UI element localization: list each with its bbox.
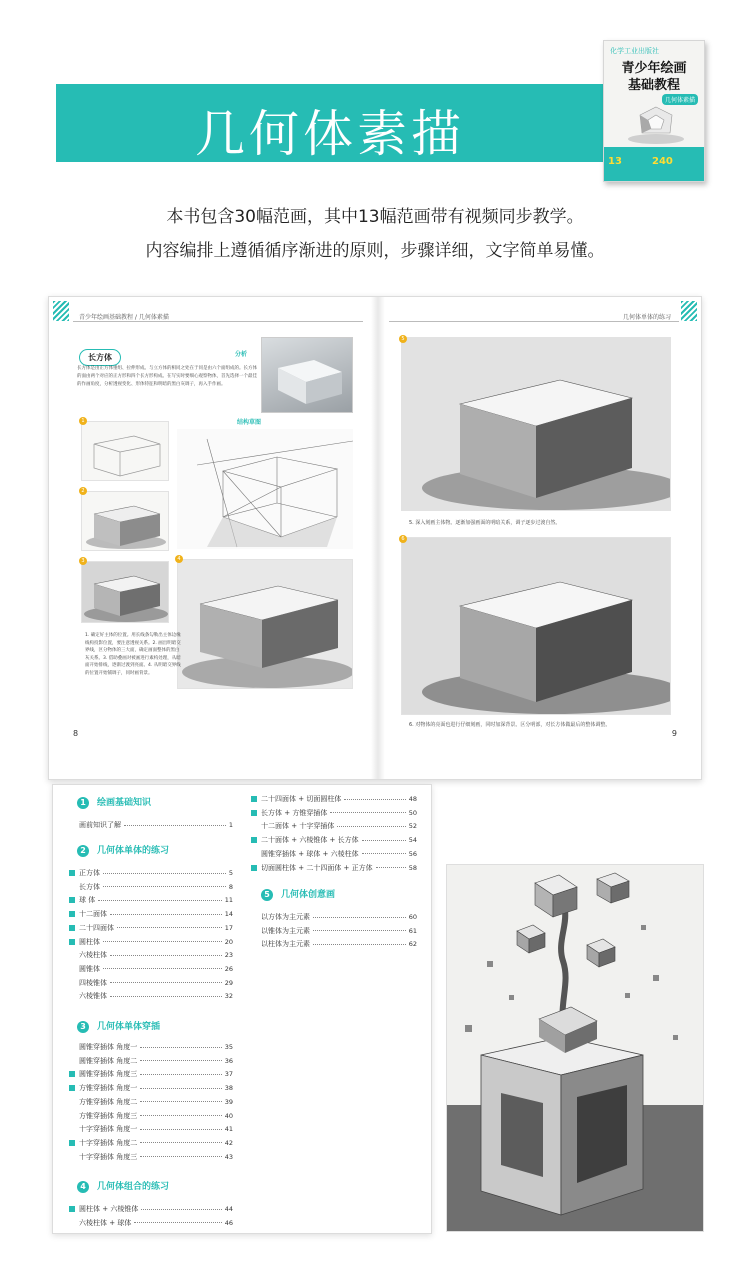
toc-entry [69, 936, 233, 948]
toc-section-3 [77, 1019, 160, 1033]
toc-entry-label: 二十四面体 + 切面圆柱体 [261, 795, 342, 803]
toc-entry-page: 44 [224, 1205, 233, 1213]
step-badge-6: 6 [399, 535, 407, 543]
toc-entry-label: 十字穿插体 角度二 [79, 1138, 138, 1147]
step-sketch-2 [81, 491, 169, 551]
video-marker-icon [69, 1206, 75, 1212]
toc-entry [69, 1055, 233, 1067]
video-marker-icon [69, 1140, 75, 1146]
toc-entry-label: 圆锥穿插体 角度二 [79, 1056, 138, 1065]
toc-section-title: 几何体单体穿插 [97, 1022, 161, 1032]
left-running-head: 青少年绘画基础教程 / 几何体素描 [79, 314, 169, 321]
caption-step-6: 6. 对物体的亮面也进行仔细刻画，同时加深背景。区分明部，对长方体做最后的整体调整。 [409, 722, 611, 728]
toc-entry-page: 17 [224, 923, 233, 932]
page-title: 几何体素描 [195, 105, 465, 163]
toc-entry [69, 1203, 233, 1215]
toc-entry-label: 正方体 [79, 869, 100, 877]
cover-title-line1: 青少年绘画 [621, 61, 687, 76]
toc-entry-page: 8 [228, 882, 233, 891]
toc-entry [69, 1151, 233, 1163]
toc-entry [69, 1041, 233, 1053]
toc-entry [69, 1082, 233, 1094]
cover-subtitle: 几何体素描 [662, 94, 698, 105]
toc-leader-dots [344, 799, 405, 800]
toc-entry [69, 1217, 233, 1229]
toc-leader-dots [362, 840, 406, 841]
toc-entry-label: 四棱锥体 [79, 978, 107, 987]
cover-count-b: 240 [652, 156, 673, 167]
toc-entry-label: 十字穿插体 角度三 [79, 1152, 138, 1161]
toc-leader-dots [140, 1060, 221, 1061]
toc-entry [69, 949, 233, 961]
toc-entry-page: 32 [224, 992, 233, 1001]
video-marker-icon [69, 1071, 75, 1077]
toc-leader-dots [362, 853, 406, 854]
toc-leader-dots [140, 1101, 221, 1102]
toc-leader-dots [110, 914, 222, 915]
toc-section-title: 几何体组合的练习 [97, 1182, 170, 1192]
section-badge: 长方体 [79, 349, 121, 366]
cover-count-a: 13 [608, 156, 622, 167]
toc-entry-page: 23 [224, 951, 233, 960]
step-sketch-4 [177, 559, 353, 689]
toc-entry-label: 以柱体为主元素 [261, 940, 310, 949]
toc-entry [69, 1096, 233, 1108]
toc-leader-dots [98, 900, 221, 901]
toc-entry-page: 41 [224, 1125, 233, 1134]
toc-entry-page: 40 [224, 1111, 233, 1120]
caption-step-5: 5. 深入刻画主体物。逐渐加强画面的明暗关系，调子逐步过渡自然。 [409, 520, 561, 526]
toc-entry-label: 圆锥穿插体 + 球体 + 六棱柱体 [261, 849, 359, 858]
toc-entry-label: 长方体 [79, 882, 100, 891]
toc-entry-page: 43 [224, 1152, 233, 1161]
toc-section-number: 4 [77, 1181, 89, 1193]
toc-entry-label: 二十面体 + 六棱锥体 + 长方体 [261, 836, 359, 845]
toc-entry-label: 六棱锥体 [79, 992, 107, 1001]
step-sketch-3 [81, 561, 169, 623]
toc-entry [69, 1068, 233, 1080]
toc-leader-dots [110, 955, 222, 956]
toc-section-number: 5 [261, 889, 273, 901]
toc-entry [251, 911, 417, 923]
toc-section-title: 几何体创意画 [281, 890, 336, 900]
toc-section-number: 3 [77, 1021, 89, 1033]
toc-leader-dots [110, 982, 222, 983]
toc-leader-dots [330, 812, 405, 813]
toc-leader-dots [376, 867, 406, 868]
toc-entry [69, 1137, 233, 1149]
toc-entry-page: 48 [408, 795, 417, 803]
toc-entry [69, 908, 233, 920]
toc-entry [69, 819, 233, 831]
toc-section-title: 几何体单体的练习 [97, 846, 170, 856]
toc-entry-label: 方锥穿插体 角度三 [79, 1111, 138, 1120]
toc-entry-page: 20 [224, 937, 233, 946]
toc-section-number: 2 [77, 845, 89, 857]
toc-entry-page: 56 [408, 849, 417, 858]
step-badge-2: 2 [79, 487, 87, 495]
toc-entry-label: 六棱柱体 + 球体 [79, 1218, 132, 1227]
step-notes: 1. 确定好主体的位置。用长线条勾勒出主体边缘线构投影位置，要注意透视关系。2. 画出明暗交界线，区分物体的三大面，确定画面整体的黑白灰关系。3. 借助叠画对被画进行素构处理，从暗面开始排线，逐渐过渡到亮面。4. 从明暗交界线的位置开始铺调子，同时画背景。 [85, 633, 181, 676]
toc-entry-page: 11 [224, 896, 233, 905]
toc-entry [69, 922, 233, 934]
toc-entry-label: 圆锥穿插体 角度三 [79, 1070, 138, 1079]
toc-entry-page: 26 [224, 964, 233, 973]
step-badge-3: 3 [79, 557, 87, 565]
toc-section-2 [77, 843, 169, 857]
toc-entry [69, 1110, 233, 1122]
toc-leader-dots [110, 996, 222, 997]
toc-entry-page: 46 [224, 1218, 233, 1227]
toc-entry-label: 以方体为主元素 [261, 913, 310, 921]
toc-entry-label: 十二面体 [79, 910, 107, 919]
step-drawing-5 [401, 337, 671, 511]
page-number-left: 8 [73, 729, 79, 738]
cover-publisher: 化学工业出版社 [610, 47, 659, 55]
book-spread-preview [48, 296, 702, 780]
toc-entry [251, 938, 417, 950]
cover-title-line2: 基础教程 [627, 78, 680, 93]
right-corner-decoration [681, 301, 697, 321]
toc-leader-dots [140, 1115, 221, 1116]
step-badge-4: 4 [175, 555, 183, 563]
toc-entry-page: 42 [224, 1138, 233, 1147]
toc-entry [69, 881, 233, 893]
page-number-right: 9 [671, 729, 677, 738]
toc-entry-page: 62 [408, 940, 417, 949]
toc-entry-page: 1 [228, 821, 233, 829]
toc-entry [251, 834, 417, 846]
spread-gutter [371, 297, 385, 779]
toc-entry-page: 35 [224, 1043, 233, 1051]
video-marker-icon [69, 925, 75, 931]
step-badge-5: 5 [399, 335, 407, 343]
toc-section-4 [77, 1179, 169, 1193]
toc-leader-dots [103, 873, 226, 874]
table-of-contents [52, 784, 432, 1234]
video-marker-icon [251, 837, 257, 843]
toc-entry-page: 29 [224, 978, 233, 987]
toc-leader-dots [134, 1222, 221, 1223]
toc-section-number: 1 [77, 797, 89, 809]
video-marker-icon [69, 897, 75, 903]
toc-leader-dots [140, 1074, 221, 1075]
toc-entry-label: 二十四面体 [79, 923, 114, 932]
toc-entry-label: 方锥穿插体 角度二 [79, 1097, 138, 1106]
step-drawing-6 [401, 537, 671, 715]
toc-leader-dots [117, 927, 222, 928]
toc-entry [69, 963, 233, 975]
toc-entry [251, 925, 417, 937]
toc-entry [69, 894, 233, 906]
toc-leader-dots [140, 1088, 221, 1089]
title-banner [56, 84, 604, 162]
left-corner-decoration [53, 301, 69, 321]
toc-entry-page: 37 [224, 1070, 233, 1079]
toc-entry-page: 61 [408, 926, 417, 935]
creative-drawing-illustration [446, 864, 704, 1232]
structure-sketch [177, 429, 353, 549]
toc-entry-page: 36 [224, 1056, 233, 1065]
step-sketch-1 [81, 421, 169, 481]
toc-leader-dots [140, 1142, 221, 1143]
toc-leader-dots [313, 917, 406, 918]
video-marker-icon [69, 939, 75, 945]
book-cover [603, 40, 705, 182]
toc-entry-page: 52 [408, 822, 417, 831]
toc-entry-label: 球 体 [79, 896, 96, 905]
toc-entry-page: 14 [224, 910, 233, 919]
video-marker-icon [251, 796, 257, 802]
toc-leader-dots [103, 941, 222, 942]
toc-entry [251, 848, 417, 860]
toc-entry-label: 方锥穿插体 角度一 [79, 1084, 138, 1093]
toc-leader-dots [140, 1156, 221, 1157]
toc-leader-dots [103, 968, 222, 969]
toc-leader-dots [103, 886, 226, 887]
toc-entry-label: 十字穿插体 角度一 [79, 1125, 138, 1134]
toc-entry-page: 54 [408, 836, 417, 845]
toc-section-5 [261, 887, 335, 901]
toc-entry [251, 862, 417, 874]
toc-entry [69, 867, 233, 879]
video-marker-icon [69, 911, 75, 917]
toc-entry-label: 圆锥穿插体 角度一 [79, 1043, 138, 1051]
toc-entry-label: 圆锥体 [79, 964, 100, 973]
toc-leader-dots [313, 944, 406, 945]
video-marker-icon [69, 870, 75, 876]
video-marker-icon [251, 865, 257, 871]
toc-leader-dots [140, 1047, 221, 1048]
step-badge-1: 1 [79, 417, 87, 425]
toc-entry-label: 以锥体为主元素 [261, 926, 310, 935]
toc-entry-label: 圆柱体 + 六棱锥体 [79, 1205, 139, 1213]
toc-entry [69, 1123, 233, 1135]
toc-section-1 [77, 795, 151, 809]
toc-entry-page: 38 [224, 1084, 233, 1093]
toc-leader-dots [337, 826, 405, 827]
reference-photo [261, 337, 353, 413]
intro-paragraph: 长方体是由正方体重组、拉伸形成。与立方体的相同之处在于同是由六个面组成的。长方体的面由两个对应的正方形和四个长方形构成。在写实时要细心观察物体，首先选择一个最佳的作画角度，分析透视变化、形体特征和明暗的黑白灰调子，再入手作画。 [77, 366, 257, 387]
video-marker-icon [69, 1085, 75, 1091]
toc-entry-page: 60 [408, 913, 417, 921]
toc-leader-dots [141, 1209, 221, 1210]
toc-leader-dots [140, 1129, 221, 1130]
analysis-label: 分析 [235, 351, 248, 358]
toc-section-title: 绘画基础知识 [97, 798, 152, 808]
intro-line-2: 内容编排上遵循循序渐进的原则，步骤详细，文字简单易懂。 [145, 241, 605, 261]
toc-entry-page: 58 [408, 863, 417, 872]
toc-entry [251, 820, 417, 832]
toc-entry-label: 圆柱体 [79, 937, 100, 946]
toc-entry [69, 977, 233, 989]
toc-leader-dots [313, 930, 406, 931]
right-header-rule [389, 321, 679, 322]
left-header-rule [73, 321, 363, 322]
toc-entry-label: 十二面体 + 十字穿插体 [261, 822, 335, 831]
video-marker-icon [251, 810, 257, 816]
toc-leader-dots [124, 825, 226, 826]
toc-entry-page: 39 [224, 1097, 233, 1106]
cover-dodecahedron-illustration [626, 103, 686, 145]
toc-entry-label: 长方体 + 方锥穿插体 [261, 808, 328, 817]
toc-entry-page: 50 [408, 808, 417, 817]
toc-entry-label: 切面圆柱体 + 二十四面体 + 正方体 [261, 863, 373, 872]
structure-sketch-label: 结构草图 [237, 419, 262, 426]
toc-entry-label: 六棱柱体 [79, 951, 107, 960]
right-running-head: 几何体单体的练习 [622, 314, 671, 321]
intro-line-1: 本书包含30幅范画，其中13幅范画带有视频同步教学。 [166, 207, 584, 227]
toc-entry [251, 807, 417, 819]
toc-entry [251, 793, 417, 805]
toc-entry-label: 画前知识了解 [79, 821, 121, 829]
toc-entry [69, 990, 233, 1002]
toc-entry-page: 5 [228, 869, 233, 877]
